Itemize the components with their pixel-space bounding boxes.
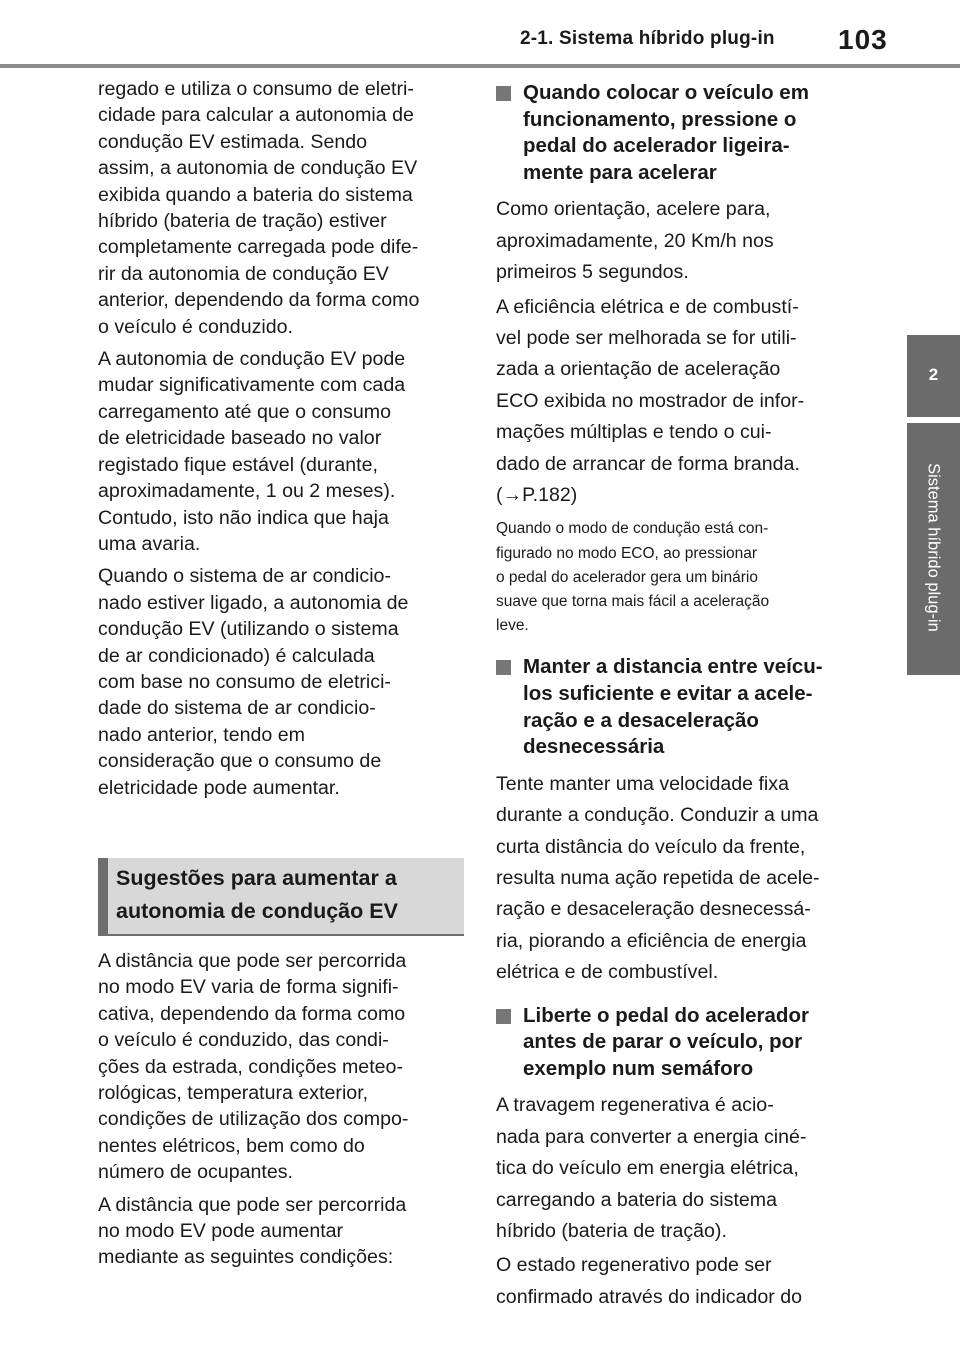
text-line: Quando o modo de condução está con-	[496, 520, 769, 538]
text-line: eletricidade pode aumentar.	[98, 776, 340, 799]
left-column	[98, 76, 468, 807]
text-line: rir da autonomia de condução EV	[98, 262, 389, 285]
text-line: ções da estrada, condições meteo-	[98, 1055, 403, 1078]
text-line: número de ocupantes.	[98, 1161, 293, 1184]
text-line: ECO exibida no mostrador de infor-	[496, 389, 805, 412]
text-line: curta distância do veículo da frente,	[496, 835, 806, 858]
text-line: no modo EV varia de forma signifi-	[98, 976, 399, 999]
text-line: pedal do acelerador ligeira-	[523, 134, 790, 158]
text-line: o pedal do acelerador gera um binário	[496, 568, 758, 586]
page-number: 103	[838, 24, 888, 55]
section-title: 2-1. Sistema híbrido plug-in	[520, 28, 775, 49]
text-line: Sugestões para aumentar a	[116, 866, 397, 890]
text-line: Quando o sistema de ar condicio-	[98, 565, 391, 588]
text-line: híbrido (bateria de tração) estiver	[98, 210, 387, 233]
text-line: carregamento até que o consumo	[98, 400, 391, 423]
text-line: cativa, dependendo da forma como	[98, 1002, 406, 1025]
text-line: Contudo, isto não indica que haja	[98, 506, 389, 529]
text-line: o veículo é conduzido.	[98, 315, 293, 338]
paragraph	[98, 1192, 468, 1271]
text-line: A eficiência elétrica e de combustí-	[496, 295, 799, 318]
text-line: mente para acelerar	[523, 160, 717, 184]
text-line: ração e desaceleração desnecessá-	[496, 898, 811, 921]
bullet-square-icon	[496, 1009, 511, 1024]
text-line: no modo EV pode aumentar	[98, 1220, 344, 1243]
subheading-text	[523, 80, 866, 186]
text-line: los suficiente e evitar a acele-	[523, 682, 813, 706]
text-line: regado e utiliza o consumo de eletri-	[98, 78, 414, 100]
text-line: aproximadamente, 1 ou 2 meses).	[98, 480, 396, 503]
text-line: ria, piorando a eficiência de energia	[496, 929, 807, 952]
text-line: autonomia de condução EV	[116, 899, 398, 923]
paragraph	[98, 563, 468, 801]
text-line: cidade para calcular a autonomia de	[98, 104, 414, 127]
text-line: condições de utilização dos compo-	[98, 1108, 409, 1131]
subheading-text	[523, 1003, 866, 1083]
text-line: A autonomia de condução EV pode	[98, 348, 406, 371]
paragraph	[98, 346, 468, 557]
text-line: A travagem regenerativa é acio-	[496, 1094, 774, 1117]
text-line: Quando colocar o veículo em	[523, 81, 809, 104]
text-line: suave que torna mais fácil a aceleração	[496, 593, 770, 611]
subheading	[496, 1003, 866, 1083]
left-column-lower	[98, 948, 468, 1277]
text-line: rológicas, temperatura exterior,	[98, 1082, 369, 1105]
paragraph	[496, 1250, 866, 1313]
text-line: resulta numa ação repetida de acele-	[496, 867, 820, 890]
text-line: uma avaria.	[98, 532, 201, 555]
text-line: dade do sistema de ar condicio-	[98, 697, 376, 720]
text-line: exemplo num semáforo	[523, 1056, 754, 1080]
subheading	[496, 80, 866, 186]
text-line: aproximadamente, 20 Km/h nos	[496, 229, 774, 252]
text-line: O estado regenerativo pode ser	[496, 1254, 772, 1277]
paragraph	[496, 769, 866, 989]
text-line: nado estiver ligado, a autonomia de	[98, 591, 409, 614]
text-line: Manter a distancia entre veícu-	[523, 655, 823, 679]
chapter-tab-label	[907, 423, 960, 675]
text-line: funcionamento, pressione o	[523, 107, 797, 131]
text-line: zada a orientação de aceleração	[496, 358, 781, 381]
text-line: condução EV (utilizando o sistema	[98, 618, 399, 641]
text-line: consideração que o consumo de	[98, 750, 382, 773]
text-line: híbrido (bateria de tração).	[496, 1220, 727, 1243]
text-line: primeiros 5 segundos.	[496, 261, 689, 284]
subheading	[496, 654, 866, 760]
text-line: tica do veículo em energia elétrica,	[496, 1157, 799, 1180]
header-divider	[0, 64, 960, 68]
bullet-square-icon	[496, 660, 511, 675]
text-line: mudar significativamente com cada	[98, 374, 406, 397]
chapter-label: Sistema híbrido plug-in	[924, 463, 943, 632]
text-line: Como orientação, acelere para,	[496, 198, 771, 221]
paragraph	[496, 1090, 866, 1247]
note-text	[496, 517, 866, 638]
text-line: condução EV estimada. Sendo	[98, 130, 368, 153]
text-line: registado fique estável (durante,	[98, 453, 378, 476]
text-line: antes de parar o veículo, por	[523, 1030, 803, 1054]
text-line: Liberte o pedal do acelerador	[523, 1003, 809, 1027]
text-line: ração e a desaceleração	[523, 708, 759, 732]
text-line: carregando a bateria do sistema	[496, 1188, 778, 1211]
text-line: completamente carregada pode dife-	[98, 236, 419, 259]
text-line: (→P.182)	[496, 484, 578, 507]
paragraph	[98, 76, 468, 340]
text-line: figurado no modo ECO, ao pressionar	[496, 544, 758, 562]
text-line: durante a condução. Conduzir a uma	[496, 804, 819, 827]
paragraph	[496, 292, 866, 512]
chapter-tab-number	[907, 335, 960, 417]
paragraph	[98, 948, 468, 1186]
text-line: mações múltiplas e tendo o cui-	[496, 421, 772, 444]
right-column	[496, 80, 866, 1313]
paragraph	[496, 194, 866, 288]
text-line: nada para converter a energia ciné-	[496, 1125, 807, 1148]
text-line: elétrica e de combustível.	[496, 961, 719, 984]
text-line: de ar condicionado) é calculada	[98, 644, 375, 667]
text-line: dado de arrancar de forma branda.	[496, 452, 800, 475]
bullet-square-icon	[496, 86, 511, 101]
text-line: A distância que pode ser percorrida	[98, 1193, 407, 1216]
text-line: leve.	[496, 617, 529, 635]
text-line: nado anterior, tendo em	[98, 723, 305, 746]
text-line: exibida quando a bateria do sistema	[98, 183, 413, 206]
text-line: Tente manter uma velocidade fixa	[496, 772, 789, 795]
section-heading-box	[98, 858, 464, 934]
section-heading	[116, 862, 398, 928]
text-line: A distância que pode ser percorrida	[98, 950, 407, 972]
text-line: nentes elétricos, bem como do	[98, 1134, 365, 1157]
text-line: desnecessária	[523, 735, 665, 759]
section-heading-underline	[98, 934, 464, 936]
text-line: com base no consumo de eletrici-	[98, 670, 391, 693]
chapter-number: 2	[928, 365, 939, 384]
text-line: mediante as seguintes condições:	[98, 1246, 394, 1269]
text-line: vel pode ser melhorada se for utili-	[496, 327, 797, 349]
text-line: confirmado através do indicador do	[496, 1285, 803, 1308]
text-line: de eletricidade baseado no valor	[98, 427, 382, 450]
text-line: o veículo é conduzido, das condi-	[98, 1029, 389, 1052]
subheading-text	[523, 654, 866, 760]
text-line: anterior, dependendo da forma como	[98, 289, 420, 312]
text-line: assim, a autonomia de condução EV	[98, 157, 418, 180]
